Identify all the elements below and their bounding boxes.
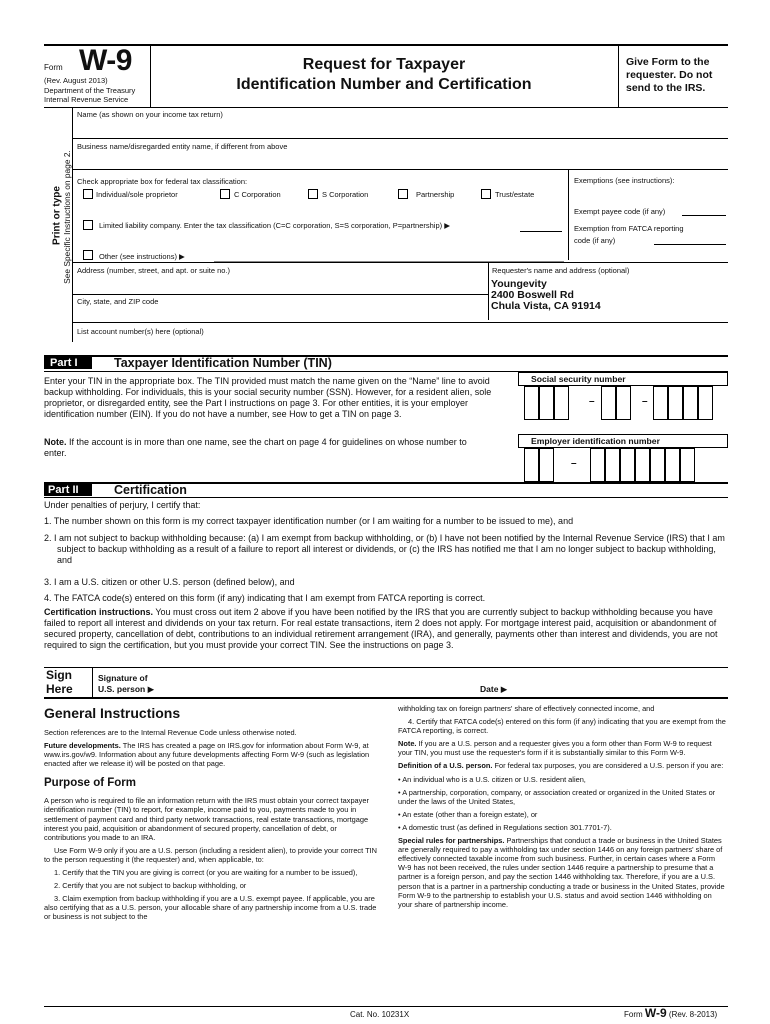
fields-left-border [72,107,73,342]
exempt-payee-input[interactable] [682,215,726,216]
requester-city: Chula Vista, CA 91914 [491,300,601,312]
left-column [44,704,380,926]
part1-title: Taxpayer Identification Number (TIN) [114,356,332,370]
ssn-digit-box[interactable] [601,386,616,420]
definition-bullet-2: • A partnership, corporation, company, or association created or organized in the United States or under the laws of the United States, [398,787,716,806]
use-text: Use Form W-9 only if you are a U.S. person (including a resident alien), to provide your correct TIN to the person requesting it (the requester) and, when applicable, to: [44,845,377,864]
exemptions-divider [568,169,569,260]
ein-digit-box[interactable] [635,448,650,482]
definition-bullet-4: • A domestic trust (as defined in Regulations section 301.7701-7). [398,822,612,832]
catalog-number: Cat. No. 10231X [350,1010,410,1019]
business-name-input[interactable] [77,153,717,167]
future-developments-label: Future developments. [44,741,121,751]
part1-note-text: If the account is in more than one name, see the chart on page 4 for guidelines on whose number to enter. [44,437,467,458]
account-input[interactable] [77,338,717,352]
definition-bullet-3: • An estate (other than a foreign estate), or [398,809,538,819]
sidebar [42,110,72,332]
ein-digit-box[interactable] [665,448,680,482]
withholding-continued: withholding tax on foreign partners' share of effectively connected income, and [398,704,655,713]
signature-label [98,673,154,695]
ssn-digit-box[interactable] [668,386,683,420]
exempt-payee-label: Exempt payee code (if any) [574,207,666,216]
s-corporation-label: S Corporation [322,190,369,199]
individual-checkbox[interactable] [83,189,93,199]
us-person-definition-label: Definition of a U.S. person. [398,761,493,771]
ein-digit-box[interactable] [650,448,665,482]
individual-label: Individual/sole proprietor [96,190,178,199]
purpose-item-4: 4. Certify that FATCA code(s) entered on this form (if any) indicating that you are exempt from the FATCA reporting, is correct. [398,717,726,736]
here-word: Here [46,682,73,696]
requester-street: 2400 Boswell Rd [491,289,574,301]
other-checkbox[interactable] [83,250,93,260]
ssn-digit-box[interactable] [698,386,713,420]
requester-name: Youngevity [491,278,547,290]
city-label: City, state, and ZIP code [77,297,159,306]
purpose-item-3: 3. Claim exemption from backup withholding if you are a U.S. exempt payee. If applicable, you are also certifying that as a U.S. person, your allocable share of any partnership income from a U.S. trade or business is not subject to the [44,894,377,922]
s-corporation-checkbox[interactable] [308,189,318,199]
certification-instructions [44,607,728,651]
fatca-code-input[interactable] [654,244,726,245]
purpose-heading: Purpose of Form [44,777,137,790]
form-title [150,55,618,95]
us-person-definition-text: For federal tax purposes, you are considered a U.S. person if you are: [492,761,724,771]
requester-label: Requester's name and address (optional) [492,266,630,275]
sign-here-label [46,668,73,696]
name-label: Name (as shown on your income tax return) [77,110,223,119]
form-note-label: Note. [398,739,417,749]
fatca-label-line2: code (if any) [574,236,616,245]
part1-instructions: Enter your TIN in the appropriate box. The TIN provided must match the name given on the “Name” line to avoid backup withholding. For individuals, this is your social security number (SSN). However, for a resident alien, sole proprietor, or disregarded entity, see the Part I instructions on page 3. For other entities, it is your employer identification number (EIN). If you do not have a number, see How to get a TIN on page 3. [44,376,492,419]
special-rules-label: Special rules for partnerships. [398,836,505,846]
ein-digit-box[interactable] [620,448,635,482]
ein-digit-box[interactable] [539,448,554,482]
address-label: Address (number, street, and apt. or suite no.) [77,266,230,275]
ein-dash: – [571,458,577,469]
part1-note [44,437,482,459]
form-word: Form [44,63,63,72]
header-divider-right [618,44,619,107]
c-corporation-checkbox[interactable] [220,189,230,199]
partnership-label: Partnership [416,190,455,199]
ssn-digit-box[interactable] [554,386,569,420]
ssn-digit-box[interactable] [616,386,631,420]
form-title-line2: Identification Number and Certification [236,76,532,93]
part2-label: Part II [44,484,92,496]
ssn-digit-box[interactable] [653,386,668,420]
form-title-line1: Request for Taxpayer [302,56,466,73]
business-name-label: Business name/disregarded entity name, if different from above [77,142,288,151]
future-developments-text: The IRS has created a page on IRS.gov for information about Form W-9, at www.irs.gov/w9. Information about any future developments affecting Form W-9 (such as legislation enacted after we release it) will be posted on that page. [44,741,370,769]
sign-bottom-border [44,697,728,699]
classification-label: Check appropriate box for federal tax classification: [77,177,248,186]
definition-bullet-1: • An individual who is a U.S. citizen or U.S. resident alien, [398,774,586,784]
rule [72,138,728,139]
form-note [398,739,726,757]
purpose-item-2: 2. Certify that you are not subject to backup withholding, or [54,881,247,891]
header-bottom-border [44,107,728,108]
fatca-label-line1: Exemption from FATCA reporting [574,224,684,233]
ein-digit-box[interactable] [524,448,539,482]
general-instructions-heading: General Instructions [44,705,181,721]
ein-digit-box[interactable] [680,448,695,482]
revision-date: (Rev. August 2013) [44,76,108,85]
department: Department of the Treasury [44,86,136,95]
requester-address [491,279,601,312]
ssn-label-box [518,372,728,386]
date-label: Date ▶ [480,684,508,694]
other-label: Other (see instructions) ▶ [99,252,185,261]
footer-revision: (Rev. 8-2013) [668,1010,718,1019]
name-input[interactable] [77,121,717,137]
part1-label: Part I [44,357,92,369]
purpose-text: A person who is required to file an information return with the IRS must obtain your correct taxpayer identification number (TIN) to report, for example, income paid to you, payments made to you in settlement of payment card and third party network transactions, real estate transactions, mortgage interest you paid, acquisition or abandonment of secured property, cancellation of debt, or contributions you made to an IRA. [44,796,369,842]
signature-label-line2: U.S. person ▶ [98,684,155,694]
signature-field[interactable] [160,672,470,694]
date-field[interactable] [515,672,725,694]
ein-label-box [518,434,728,448]
account-label: List account number(s) here (optional) [77,327,204,336]
purpose-item-1: 1. Certify that the TIN you are giving is correct (or you are waiting for a number to be issued), [54,868,358,878]
footer-form-word: Form [624,1010,643,1019]
certification-item-1: 1. The number shown on this form is my correct taxpayer identification number (or I am waiting for a number to be issued to me), and [44,516,574,526]
signature-label-line1: Signature of [98,673,148,683]
special-rules-text: Partnerships that conduct a trade or business in the United States are generally required to pay a withholding tax under section 1446 on any foreign partners' share of effectively connected taxable income from such business. Further, in certain cases where a Form W-9 has not been received, the rules under section 1446 require a partnership to presume that a partner is a foreign person, and pay the section 1446 withholding tax. Therefore, if you are a U.S. person that is a partner in a partnership conducting a trade or business in the United States, provide Form W-9 to the partnership to establish your U.S. status and avoid section 1446 withholding on your share of partnership income. [398,836,725,909]
exemptions-label: Exemptions (see instructions): [574,176,675,185]
part1-note-label: Note. [44,437,67,447]
sign-divider [92,667,93,697]
c-corporation-label: C Corporation [234,190,281,199]
ein-digit-box[interactable] [590,448,605,482]
print-or-type-label: Print or type [51,186,63,245]
trust-estate-checkbox[interactable] [481,189,491,199]
specific-instructions-label: See Specific Instructions on page 2. [62,150,72,284]
llc-classification-input[interactable] [520,231,562,232]
rule [44,497,728,498]
us-person-definition [398,761,726,770]
address-input[interactable] [77,277,482,295]
form-note-text: If you are a U.S. person and a requester gives you a form other than Form W-9 to request your TIN, you must use the requester's form if it is substantially similar to this Form W-9. [398,739,712,758]
certification-item-2: 2. I am not subject to backup withholding because: (a) I am exempt from backup withholding, or (b) I have not been notified by the Internal Revenue Service (IRS) that I am subject to backup withholding as a result of a failure to report all interest or dividends, or (c) the IRS has notified me that I am no longer subject to backup withholding, and [44,533,725,565]
ein-label: Employer identification number [531,436,660,446]
section-references: Section references are to the Internal Revenue Code unless otherwise noted. [44,728,297,737]
rule [72,262,728,263]
footer-form-id [624,1006,717,1020]
irs-label: Internal Revenue Service [44,95,129,104]
future-developments [44,741,380,768]
certification-item-3: 3. I am a U.S. citizen or other U.S. person (defined below), and [44,577,295,587]
top-border [44,44,728,46]
right-column [398,704,726,913]
sign-word: Sign [46,668,72,682]
rule [72,322,728,323]
rule [72,169,728,170]
rule [72,294,488,295]
trust-estate-label: Trust/estate [495,190,535,199]
certification-intro: Under penalties of perjury, I certify that: [44,500,201,510]
ssn-digit-box[interactable] [683,386,698,420]
ein-digit-box[interactable] [605,448,620,482]
ssn-label: Social security number [531,374,626,384]
partnership-checkbox[interactable] [398,189,408,199]
certification-instructions-label: Certification instructions. [44,607,154,617]
ssn-dash: – [642,396,648,407]
certification-instructions-text: You must cross out item 2 above if you have been notified by the IRS that you are currently subject to backup withholding because you have failed to report all interest and dividends on your tax return. For real estate transactions, item 2 does not apply. For mortgage interest paid, acquisition or abandonment of secured property, cancellation of debt, contributions to an individual retirement arrangement (IRA), and generally, payments other than interest and dividends, you are not required to sign the certification, but you must provide your correct TIN. See the instructions on page 3. [44,607,718,650]
ssn-dash: – [589,396,595,407]
requester-divider [488,262,489,320]
rule [44,667,728,668]
ssn-digit-box[interactable] [524,386,539,420]
llc-label: Limited liability company. Enter the tax classification (C=C corporation, S=S corporation, P=partnership) ▶ [99,221,450,230]
special-rules [398,836,726,909]
city-input[interactable] [77,307,482,320]
part2-title: Certification [114,483,187,497]
form-number: W-9 [79,44,132,77]
llc-checkbox[interactable] [83,220,93,230]
footer-form-number: W-9 [644,1006,667,1020]
certification-item-4: 4. The FATCA code(s) entered on this form (if any) indicating that I am exempt from FATCA reporting is correct. [44,593,486,603]
ssn-digit-box[interactable] [539,386,554,420]
give-form-note: Give Form to the requester. Do not send to the IRS. [626,56,713,94]
